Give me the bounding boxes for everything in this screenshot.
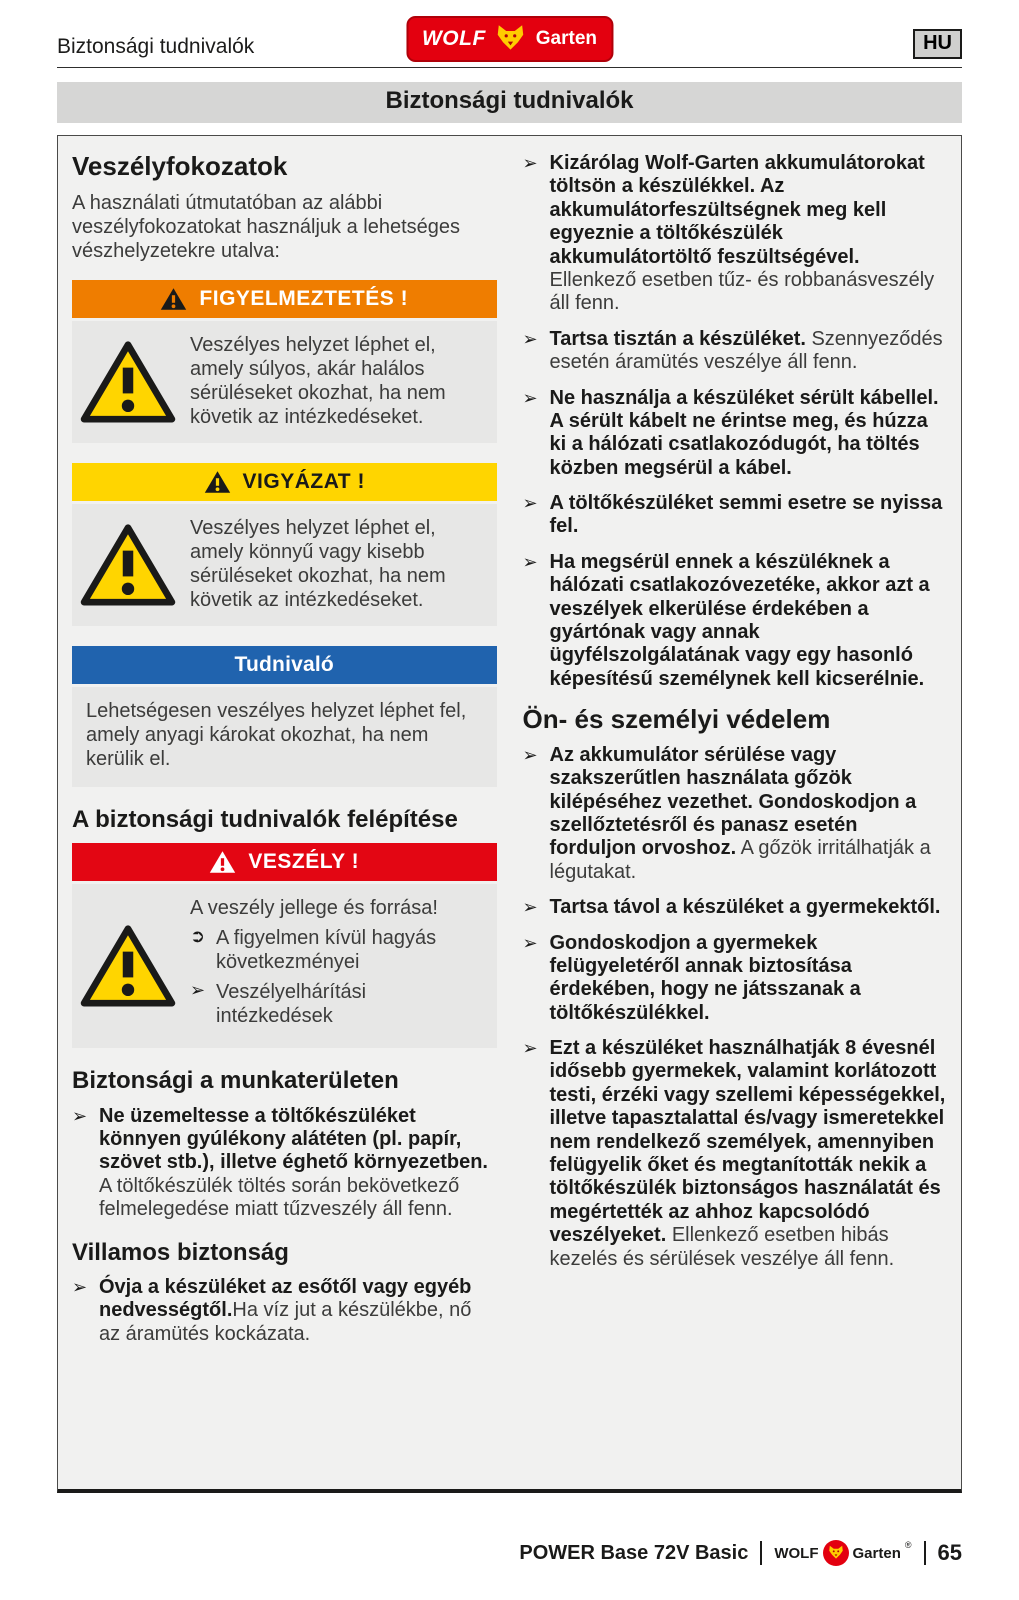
list-item bbox=[523, 328, 948, 375]
hazard-triangle-icon bbox=[80, 923, 176, 1007]
list-item-text: Az akkumulátor sérülése vagy szakszerűtlen használata gőzök kilépéséhez vezethet. Gondoskodjon a szellőztetésről és panasz esetén forduljon orvoshoz. A gőzök irritálhatják a légutakat. bbox=[549, 743, 931, 883]
note-box-body bbox=[72, 687, 497, 787]
bullet-arrow-icon: ➢ bbox=[72, 1105, 88, 1126]
list-item-text: Gondoskodjon a gyermekek felügyeletéről annak biztosítása érdekében, hogy ne játsszanak a töltőkészülékkel. bbox=[549, 931, 861, 1024]
warning-box-text: Veszélyes helyzet léphet el, amely súlyos, akár halálos sérüléseket okozhat, ha nem követik az intézkedéseket. bbox=[190, 333, 446, 428]
note-box-text: Lehetségesen veszélyes helyzet léphet fel, amely anyagi károkat okozhat, ha nem kerülik el. bbox=[86, 699, 467, 770]
list-item bbox=[523, 387, 948, 481]
list-item-text: Kizárólag Wolf-Garten akkumulátorokat töltsön a készülékkel. Az akkumulátorfeszültségnek meg kell egyeznie a töltőkészülék akkumulátortöltő feszültségével. Ellenkező esetben tűz- és robbanásveszély áll fenn. bbox=[549, 152, 935, 315]
wolf-head-icon bbox=[823, 1540, 849, 1566]
list-item bbox=[523, 932, 948, 1026]
caution-box-header bbox=[72, 463, 497, 501]
page-footer bbox=[57, 1540, 962, 1566]
danger-box-title: VESZÉLY ! bbox=[248, 850, 360, 874]
danger-box-lines bbox=[190, 896, 487, 1034]
caution-box-title: VIGYÁZAT ! bbox=[242, 469, 365, 493]
list-item-text: Tartsa tisztán a készüléket. Szennyeződés esetén áramütés veszélye áll fenn. bbox=[549, 327, 943, 374]
list-item bbox=[523, 551, 948, 691]
logo-garten-text: Garten bbox=[535, 28, 598, 49]
danger-box bbox=[72, 843, 497, 1048]
danger-consequence-text: A figyelmen kívül hagyás következményei bbox=[216, 927, 437, 974]
bullet-arrow-icon: ➢ bbox=[522, 932, 538, 953]
danger-box-body bbox=[72, 884, 497, 1048]
bullet-arrow-icon: ➢ bbox=[522, 744, 538, 765]
footer-logo-wolf-text: WOLF bbox=[774, 1544, 819, 1562]
list-item bbox=[523, 744, 948, 884]
page-header bbox=[57, 22, 962, 68]
warning-triangle-icon bbox=[209, 850, 236, 874]
note-box-header bbox=[72, 646, 497, 684]
hazard-triangle-icon bbox=[80, 339, 176, 423]
warning-triangle-icon bbox=[160, 287, 187, 311]
danger-box-header bbox=[72, 843, 497, 881]
danger-source-line: A veszély jellege és forrása! bbox=[190, 897, 438, 920]
footer-logo-garten-text: Garten bbox=[852, 1544, 901, 1562]
list-item bbox=[72, 1105, 497, 1222]
heading-work-area: Biztonsági a munkaterületen bbox=[72, 1067, 399, 1095]
registered-mark: ® bbox=[904, 1540, 912, 1550]
bullet-arrow-icon: ➢ bbox=[190, 980, 206, 1001]
footer-divider bbox=[924, 1541, 926, 1565]
page-number: 65 bbox=[937, 1540, 962, 1565]
danger-measure-text: Veszélyelhárítási intézkedések bbox=[216, 981, 367, 1028]
note-box bbox=[72, 646, 497, 787]
list-item bbox=[72, 1276, 497, 1346]
warning-box-header bbox=[72, 280, 497, 318]
wolf-garten-logo bbox=[406, 16, 613, 62]
bullet-arrow-icon: ➢ bbox=[522, 153, 538, 173]
heading-structure: A biztonsági tudnivalók felépítése bbox=[72, 805, 458, 833]
list-item-text: Tartsa távol a készüléket a gyermekektől. bbox=[549, 896, 941, 919]
product-name: POWER Base 72V Basic bbox=[519, 1541, 749, 1564]
list-item-text: Ne használja a készüléket sérült kábellel. A sérült kábelt ne érintse meg, és húzza ki a hálózati csatlakozódugót, ha töltés közben megsérül a kábel. bbox=[549, 386, 939, 479]
content-area bbox=[57, 135, 962, 1493]
intro-paragraph: A használati útmutatóban az alábbi veszélyfokozatokat használjuk a lehetséges vészhelyzetekre utalva: bbox=[72, 191, 461, 263]
bullet-arrow-icon: ➢ bbox=[522, 328, 538, 349]
heading-danger-levels: Veszélyfokozatok bbox=[72, 151, 288, 181]
caution-box-text: Veszélyes helyzet léphet el, amely könnyű vagy kisebb sérüléseket okozhat, ha nem követik az intézkedéseket. bbox=[190, 516, 446, 611]
language-badge: HU bbox=[913, 29, 962, 59]
bullet-arrow-icon: ➢ bbox=[522, 551, 538, 572]
header-section-title: Biztonsági tudnivalók bbox=[57, 35, 255, 58]
bullet-arrow-icon: ➢ bbox=[72, 1276, 88, 1297]
caution-box bbox=[72, 463, 497, 626]
right-column bbox=[523, 150, 948, 1489]
footer-divider bbox=[760, 1541, 762, 1565]
note-box-title: Tudnivaló bbox=[234, 652, 334, 676]
bullet-arrow-icon: ➢ bbox=[522, 897, 538, 918]
list-item bbox=[523, 152, 948, 316]
hazard-triangle-icon bbox=[80, 522, 176, 606]
footer-logo bbox=[774, 1540, 911, 1566]
list-item-text: Ha megsérül ennek a készüléknek a hálózati csatlakozóvezetéke, akkor azt a veszélyek elkerülése érdekében a gyártónak vagy annak ügyfélszolgálatának vagy egy hasonló képesítésű személynek kell kicserélnie. bbox=[549, 550, 930, 690]
danger-measure-line bbox=[190, 980, 487, 1028]
consequence-arrow-icon: ➲ bbox=[190, 926, 206, 947]
list-item-text: Ne üzemeltesse a töltőkészüléket könnyen gyúlékony alátéten (pl. papír, szövet stb.), illetve éghető környezetben. A töltőkészülék töltés során bekövetkező felmelegedése miatt tűzveszély áll fenn. bbox=[99, 1104, 488, 1221]
bullet-arrow-icon: ➢ bbox=[522, 387, 538, 408]
bullet-arrow-icon: ➢ bbox=[522, 493, 538, 514]
bullet-arrow-icon: ➢ bbox=[522, 1038, 538, 1059]
list-item bbox=[523, 1037, 948, 1271]
list-item-text: Ezt a készüléket használhatják 8 évesnél idősebb gyermekek, valamint korlátozott testi, érzéki vagy szellemi képességekkel, illetve tapasztalattal és/vagy ismeretekkel nem rendelkező személyek, amennyiben felügyelik őket és megtanították nekik a töltőkészülék biztonságos használatát és megértették az ahhoz kapcsolódó veszélyeket. Ellenkező esetben hibás kezelés és sérülések veszélye áll fenn. bbox=[549, 1037, 946, 1270]
page-title: Biztonsági tudnivalók bbox=[57, 82, 962, 123]
logo-wolf-text: WOLF bbox=[421, 27, 486, 50]
warning-box-body bbox=[72, 321, 497, 443]
caution-box-body bbox=[72, 504, 497, 626]
list-item-text: Óvja a készüléket az esőtől vagy egyéb nedvességtől.Ha víz jut a készülékbe, nő az áramütés kockázata. bbox=[99, 1275, 472, 1345]
list-item bbox=[523, 492, 948, 539]
heading-personal-protection: Ön- és személyi védelem bbox=[522, 704, 831, 735]
heading-electrical-safety: Villamos biztonság bbox=[72, 1238, 289, 1266]
list-item-text: A töltőkészüléket semmi esetre se nyissa fel. bbox=[549, 492, 943, 538]
warning-box bbox=[72, 280, 497, 443]
wolf-head-icon bbox=[494, 24, 528, 54]
list-item bbox=[523, 896, 948, 919]
left-column bbox=[72, 150, 497, 1489]
danger-consequence-line bbox=[190, 926, 487, 974]
warning-box-title: FIGYELMEZTETÉS ! bbox=[199, 286, 409, 310]
warning-triangle-icon bbox=[204, 470, 231, 494]
